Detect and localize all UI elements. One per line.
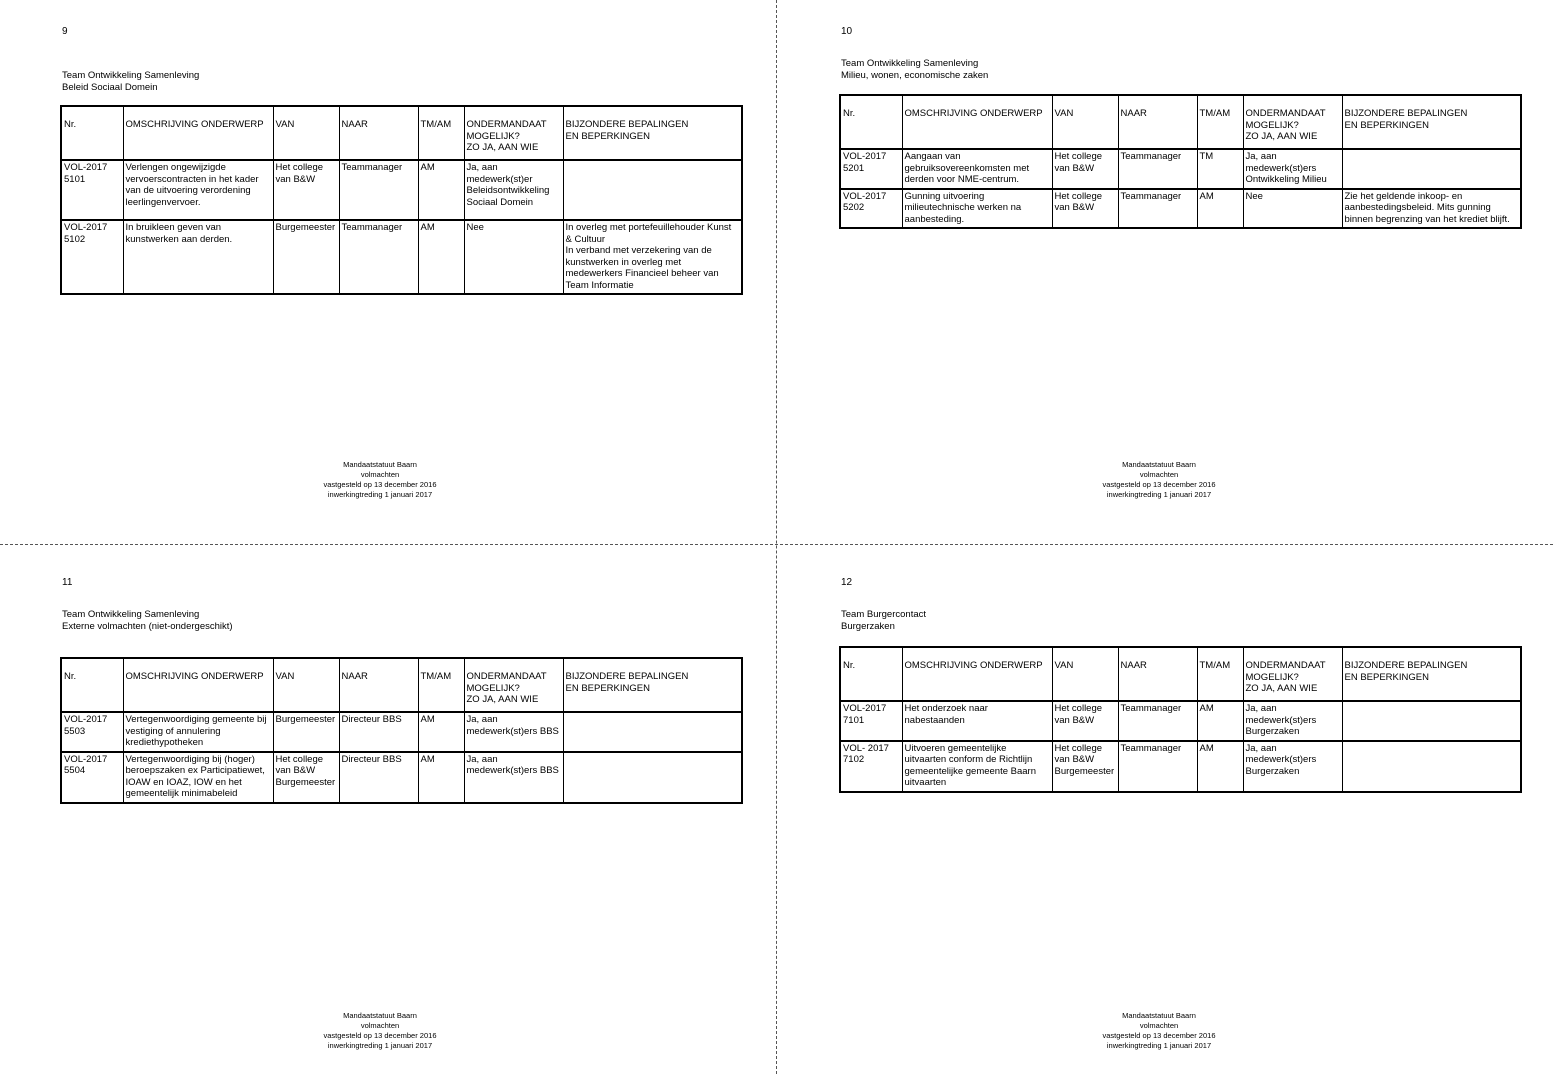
column-header-omschrijving: OMSCHRIJVING ONDERWERP [123,106,273,160]
team-subtitle: Externe volmachten (niet-ondergeschikt) [62,621,233,632]
column-header-van: VAN [1052,95,1118,149]
team-subtitle: Milieu, wonen, economische zaken [841,70,989,81]
table-row [61,160,742,220]
column-header-nr: Nr. [61,106,123,160]
volmachten-table [839,646,1522,793]
footer-line4: inwerkingtreding 1 januari 2017 [1106,490,1212,499]
table-header-row [840,647,1521,701]
footer-line4: inwerkingtreding 1 januari 2017 [1106,1041,1212,1050]
column-header-ondermandaat: ONDERMANDAAT MOGELIJK? ZO JA, AAN WIE [464,658,563,712]
cell-omschrijving: Aangaan van gebruiksovereenkomsten met derden voor NME-centrum. [902,149,1052,189]
cell-naar: Teammanager [1118,189,1197,229]
cell-naar: Teammanager [1118,741,1197,792]
page-footer [280,1011,480,1051]
document-page-9 [0,0,776,537]
team-heading [62,70,199,94]
page-footer [1059,1011,1259,1051]
cell-tmam: AM [1197,701,1243,741]
team-name: Team Ontwikkeling Samenleving [62,70,200,81]
column-header-tmam: TM/AM [1197,647,1243,701]
team-heading [841,609,926,633]
column-header-nr: Nr. [840,95,902,149]
cell-tmam: AM [418,220,464,294]
cell-tmam: TM [1197,149,1243,189]
column-header-bijzondere: BIJZONDERE BEPALINGEN EN BEPERKINGEN [1342,95,1521,149]
column-header-tmam: TM/AM [418,658,464,712]
cell-nr: VOL-2017 5503 [61,712,123,752]
cell-omschrijving: Gunning uitvoering milieutechnische werken na aanbesteding. [902,189,1052,229]
column-header-van: VAN [273,106,339,160]
cell-omschrijving: Vertegenwoordiging gemeente bij vestiging of annulering krediethypotheken [123,712,273,752]
cell-nr: VOL- 2017 7102 [840,741,902,792]
table-row [61,752,742,803]
cell-van: Burgemeester [273,712,339,752]
cell-bijzondere [563,752,742,803]
cell-omschrijving: In bruikleen geven van kunstwerken aan derden. [123,220,273,294]
footer-line1: Mandaatstatuut Baarn [343,460,417,469]
footer-line3: vastgesteld op 13 december 2016 [323,480,437,489]
table-row [840,189,1521,229]
table-header-row [61,106,742,160]
table-row [840,149,1521,189]
cell-bijzondere [1342,741,1521,792]
column-header-tmam: TM/AM [418,106,464,160]
footer-line2: volmachten [1139,470,1179,479]
cell-nr: VOL-2017 5102 [61,220,123,294]
document-page-12 [777,548,1553,1085]
table-header-row [840,95,1521,149]
column-header-naar: NAAR [1118,647,1197,701]
table-header-row [61,658,742,712]
footer-line3: vastgesteld op 13 december 2016 [323,1031,437,1040]
footer-line3: vastgesteld op 13 december 2016 [1102,480,1216,489]
cell-van: Burgemeester [273,220,339,294]
footer-line1: Mandaatstatuut Baarn [1122,1011,1196,1020]
cell-ondermandaat: Ja, aan medewerk(st)ers BBS [464,712,563,752]
footer-line2: volmachten [360,470,400,479]
column-header-bijzondere: BIJZONDERE BEPALINGEN EN BEPERKINGEN [563,106,742,160]
page-number: 12 [841,577,853,588]
column-header-omschrijving: OMSCHRIJVING ONDERWERP [123,658,273,712]
volmachten-table [60,105,743,295]
cell-tmam: AM [1197,189,1243,229]
cell-tmam: AM [1197,741,1243,792]
cell-omschrijving: Verlengen ongewijzigde vervoerscontracten in het kader van de uitvoering verordening leerlingenvervoer. [123,160,273,220]
cell-nr: VOL-2017 5504 [61,752,123,803]
table-row [840,741,1521,792]
column-header-bijzondere: BIJZONDERE BEPALINGEN EN BEPERKINGEN [1342,647,1521,701]
table-row [61,220,742,294]
footer-line4: inwerkingtreding 1 januari 2017 [327,1041,433,1050]
cell-nr: VOL-2017 5201 [840,149,902,189]
column-header-naar: NAAR [339,658,418,712]
page-number: 11 [62,577,73,588]
cell-bijzondere [563,160,742,220]
page-footer [1059,460,1259,500]
cell-bijzondere [563,712,742,752]
cell-ondermandaat: Ja, aan medewerk(st)er Beleidsontwikkeling Sociaal Domein [464,160,563,220]
column-header-omschrijving: OMSCHRIJVING ONDERWERP [902,647,1052,701]
team-heading [62,609,233,633]
column-header-nr: Nr. [61,658,123,712]
cell-van: Het college van B&W Burgemeester [1052,741,1118,792]
cell-naar: Teammanager [1118,701,1197,741]
document-page-10 [777,0,1553,537]
cell-omschrijving: Uitvoeren gemeentelijke uitvaarten conform de Richtlijn gemeentelijke gemeente Baarn uitvaarten [902,741,1052,792]
cell-tmam: AM [418,160,464,220]
cell-naar: Directeur BBS [339,712,418,752]
column-header-van: VAN [273,658,339,712]
cell-van: Het college van B&W [273,160,339,220]
cell-bijzondere [1342,701,1521,741]
cell-tmam: AM [418,752,464,803]
cell-ondermandaat: Nee [1243,189,1342,229]
footer-line2: volmachten [1139,1021,1179,1030]
page-number: 10 [841,26,853,37]
column-header-naar: NAAR [339,106,418,160]
cell-van: Het college van B&W [1052,149,1118,189]
cell-nr: VOL-2017 5101 [61,160,123,220]
cell-van: Het college van B&W [1052,189,1118,229]
cell-omschrijving: Vertegenwoordiging bij (hoger) beroepszaken ex Participatiewet, IOAW en IOAZ, IOW en het gemeentelijk minimabeleid [123,752,273,803]
cell-van: Het college van B&W [1052,701,1118,741]
team-heading [841,58,988,82]
cell-ondermandaat: Ja, aan medewerk(st)ers Ontwikkeling Milieu [1243,149,1342,189]
column-header-ondermandaat: ONDERMANDAAT MOGELIJK? ZO JA, AAN WIE [1243,95,1342,149]
cell-bijzondere: In overleg met portefeuillehouder Kunst & Cultuur In verband met verzekering van de kunstwerken in overleg met medewerkers Financieel beheer van Team Informatie [563,220,742,294]
cell-omschrijving: Het onderzoek naar nabestaanden [902,701,1052,741]
cell-ondermandaat: Ja, aan medewerk(st)ers Burgerzaken [1243,701,1342,741]
cell-bijzondere [1342,149,1521,189]
cell-naar: Teammanager [1118,149,1197,189]
volmachten-table [839,94,1522,229]
footer-line1: Mandaatstatuut Baarn [1122,460,1196,469]
column-header-tmam: TM/AM [1197,95,1243,149]
cell-naar: Teammanager [339,220,418,294]
cell-nr: VOL-2017 7101 [840,701,902,741]
cell-ondermandaat: Ja, aan medewerk(st)ers BBS [464,752,563,803]
team-subtitle: Burgerzaken [841,621,895,632]
cell-naar: Directeur BBS [339,752,418,803]
team-subtitle: Beleid Sociaal Domein [62,82,158,93]
table-row [840,701,1521,741]
column-header-bijzondere: BIJZONDERE BEPALINGEN EN BEPERKINGEN [563,658,742,712]
column-header-ondermandaat: ONDERMANDAAT MOGELIJK? ZO JA, AAN WIE [464,106,563,160]
cell-nr: VOL-2017 5202 [840,189,902,229]
team-name: Team Ontwikkeling Samenleving [62,609,200,620]
horizontal-page-divider [0,544,1553,545]
cell-bijzondere: Zie het geldende inkoop- en aanbestedingsbeleid. Mits gunning binnen begrenzing van het krediet blijft. [1342,189,1521,229]
footer-line2: volmachten [360,1021,400,1030]
table-row [61,712,742,752]
column-header-omschrijving: OMSCHRIJVING ONDERWERP [902,95,1052,149]
cell-tmam: AM [418,712,464,752]
footer-line1: Mandaatstatuut Baarn [343,1011,417,1020]
page-number: 9 [62,26,68,37]
column-header-naar: NAAR [1118,95,1197,149]
column-header-ondermandaat: ONDERMANDAAT MOGELIJK? ZO JA, AAN WIE [1243,647,1342,701]
cell-ondermandaat: Nee [464,220,563,294]
footer-line3: vastgesteld op 13 december 2016 [1102,1031,1216,1040]
page-footer [280,460,480,500]
cell-van: Het college van B&W Burgemeester [273,752,339,803]
footer-line4: inwerkingtreding 1 januari 2017 [327,490,433,499]
cell-naar: Teammanager [339,160,418,220]
team-name: Team Ontwikkeling Samenleving [841,58,979,69]
document-page-11 [0,548,776,1085]
column-header-van: VAN [1052,647,1118,701]
team-name: Team Burgercontact [841,609,927,620]
cell-ondermandaat: Ja, aan medewerk(st)ers Burgerzaken [1243,741,1342,792]
volmachten-table [60,657,743,804]
column-header-nr: Nr. [840,647,902,701]
